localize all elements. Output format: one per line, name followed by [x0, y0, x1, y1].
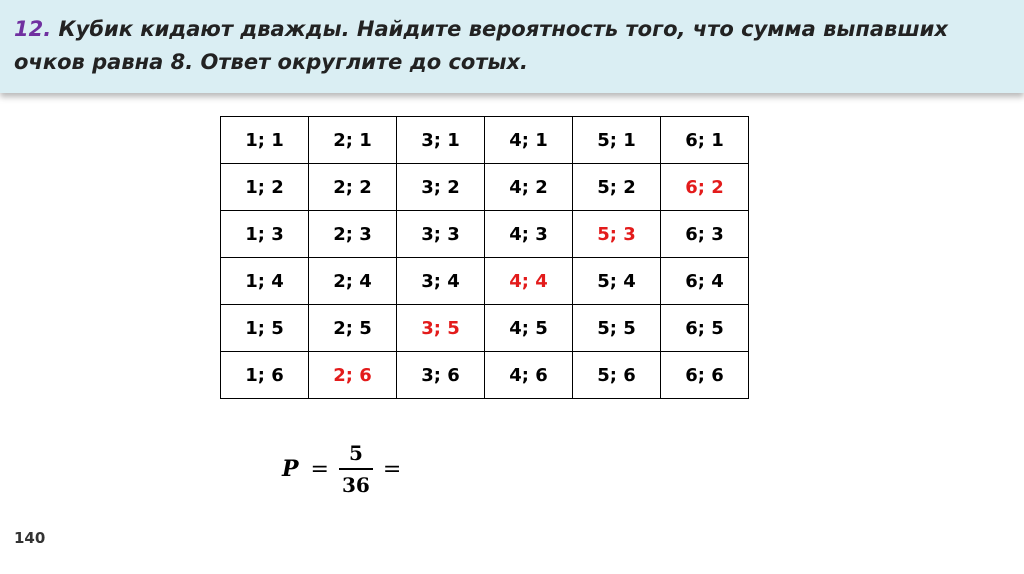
table-cell: 3; 4	[397, 258, 485, 305]
table-cell: 1; 5	[221, 305, 309, 352]
table-cell: 1; 2	[221, 164, 309, 211]
table-cell: 1; 3	[221, 211, 309, 258]
table-cell: 6; 5	[661, 305, 749, 352]
table-cell: 2; 5	[309, 305, 397, 352]
table-cell: 4; 4	[485, 258, 573, 305]
table-cell: 5; 6	[573, 352, 661, 399]
problem-number: 12.	[14, 17, 52, 41]
table-cell: 3; 5	[397, 305, 485, 352]
problem-text: Кубик кидают дважды. Найдите вероятность того, что сумма выпавших очков равна 8. Ответ округлите до сотых.	[14, 17, 948, 74]
table-row	[221, 258, 749, 305]
page-number: 140	[14, 529, 46, 547]
problem-statement	[14, 13, 1010, 79]
fraction-numerator: 5	[348, 441, 363, 465]
table-cell: 4; 6	[485, 352, 573, 399]
table-cell: 6; 2	[661, 164, 749, 211]
slide-header	[0, 0, 1024, 93]
table-cell: 2; 1	[309, 117, 397, 164]
table-cell: 1; 6	[221, 352, 309, 399]
table-cell: 4; 1	[485, 117, 573, 164]
formula-trailing-equals: =	[382, 456, 402, 482]
table-cell: 4; 2	[485, 164, 573, 211]
table-cell: 3; 3	[397, 211, 485, 258]
table-row	[221, 305, 749, 352]
table-cell: 1; 1	[221, 117, 309, 164]
table-cell: 5; 1	[573, 117, 661, 164]
formula-fraction	[339, 440, 373, 498]
table-cell: 5; 2	[573, 164, 661, 211]
table-cell: 5; 4	[573, 258, 661, 305]
outcomes-table	[220, 116, 749, 399]
table-row	[221, 117, 749, 164]
table-cell: 4; 3	[485, 211, 573, 258]
table-cell: 1; 4	[221, 258, 309, 305]
table-cell: 6; 6	[661, 352, 749, 399]
table-cell: 6; 4	[661, 258, 749, 305]
table-cell: 2; 2	[309, 164, 397, 211]
table-row	[221, 352, 749, 399]
fraction-denominator: 36	[341, 473, 370, 497]
table-cell: 2; 4	[309, 258, 397, 305]
table-cell: 3; 2	[397, 164, 485, 211]
table-cell: 2; 3	[309, 211, 397, 258]
table-cell: 4; 5	[485, 305, 573, 352]
table-cell: 6; 1	[661, 117, 749, 164]
probability-formula	[282, 436, 407, 502]
table-cell: 3; 6	[397, 352, 485, 399]
table-row	[221, 164, 749, 211]
formula-equals: =	[310, 456, 329, 482]
table-cell: 5; 3	[573, 211, 661, 258]
formula-variable: P	[282, 456, 299, 482]
table-cell: 3; 1	[397, 117, 485, 164]
table-cell: 6; 3	[661, 211, 749, 258]
fraction-bar	[339, 468, 373, 470]
table-cell: 2; 6	[309, 352, 397, 399]
table-row	[221, 211, 749, 258]
table-cell: 5; 5	[573, 305, 661, 352]
